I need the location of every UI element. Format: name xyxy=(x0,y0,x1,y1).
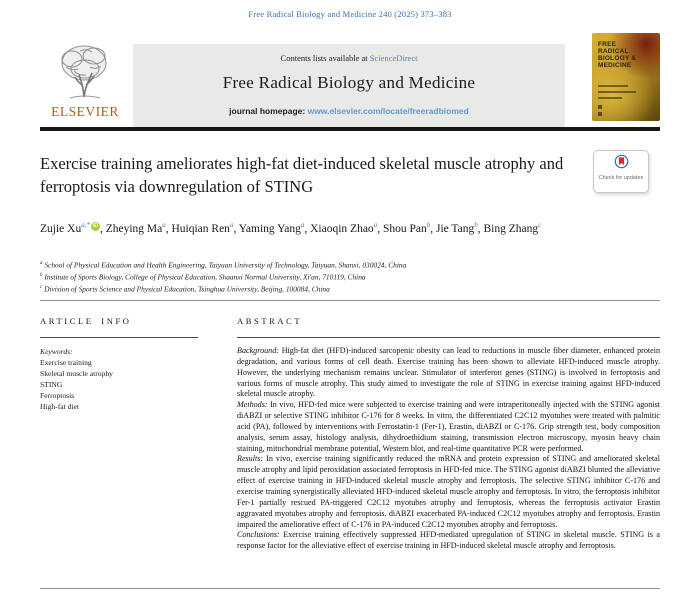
author-list xyxy=(40,217,567,238)
abstract-paragraph-text: In vivo, exercise training significantly reduced the mRNA and protein expression of STING and ameliorated skeletal muscle atrophy and lipid peroxidation associated ferroptosis in HFD-fed mice. The STING agonist diABZI blunted the alleviative effect of exercise training in HFD-induced skeletal muscle atrophy and ferroptosis. The selective STING inhibitor C-176 and exercise training synergistically alleviated HFD-induced skeletal muscle atrophy and ferroptosis. In vitro, the ferroptosis inhibitor Fer-1 partially rescued PA-triggered C2C12 myotubes atrophy and ferroptosis, whereas the ferroptosis activator Erastin aggravated myotubes atrophy and ferroptosis. diABZI exacerbated PA-induced C2C12 myotubes atrophy and ferroptosis. Erastin impaired the ameliorative effect of C-176 in PA-induced C2C12 myotubes atrophy and ferroptosis. xyxy=(237,454,661,529)
abstract-paragraph-text: High-fat diet (HFD)-induced sarcopenic obesity can lead to reductions in muscle fiber diameter, enhanced protein degradation, and various forms of cell death. Exercise training has been shown to alleviate HFD-induced muscle atrophy. However, the underlying mechanism remains unclear. Stimulator of interferon genes (STING) is involved in ferroptosis and various forms of muscle atrophy. This study aimed to investigate the role of STING in exercise training against HFD-induced skeletal muscle atrophy. xyxy=(237,346,661,399)
article-info-heading: ARTICLE INFO xyxy=(40,316,132,326)
author-affiliation-mark[interactable]: b xyxy=(474,221,478,229)
abstract-paragraph-label: Background: xyxy=(237,346,279,355)
journal-citation[interactable]: Free Radical Biology and Medicine 240 (2025) 373–383 xyxy=(248,9,452,19)
author xyxy=(383,223,436,235)
cover-decoration xyxy=(598,85,628,87)
journal-header xyxy=(40,37,660,127)
author-affiliation-mark[interactable]: a xyxy=(162,221,166,229)
abstract-body xyxy=(237,346,660,552)
author-name: Xiaoqin Zhao xyxy=(310,222,374,235)
journal-masthead xyxy=(133,44,565,127)
affiliation-mark: a xyxy=(40,261,43,266)
author-affiliation-mark[interactable]: c xyxy=(538,221,542,229)
abstract-paragraph xyxy=(237,400,660,454)
keyword: High-fat diet xyxy=(40,402,80,411)
keyword: Ferroptosis xyxy=(40,391,75,400)
check-for-updates-badge[interactable] xyxy=(593,150,649,193)
author xyxy=(171,223,238,235)
abstract-paragraph-label: Methods: xyxy=(237,400,268,410)
elsevier-wordmark: ELSEVIER xyxy=(51,104,119,119)
author xyxy=(40,223,106,235)
article-info-rule xyxy=(40,337,198,338)
affiliation-mark: c xyxy=(40,284,43,290)
author-affiliation-mark[interactable]: a xyxy=(373,221,378,229)
abstract-paragraph xyxy=(237,346,660,400)
abstract-heading: ABSTRACT xyxy=(237,316,303,326)
abstract-paragraph-text: In vivo, HFD-fed mice were subjected to exercise training and were intraperitoneally injected with the STING agonist diABZI or selective STING inhibitor C-176 for 8 weeks. In vitro, the differentiated C2C12 myotubes were treated with palmitic acid (PA), followed by interventions with Ferrostatin-1 (Fer-1), Erastin, diABZI or C-176. Grip strength test, body composition analysis, serum assay, histology analysis, dihydroethidium staining, transmission electron microscopy, myosin heavy chain staining, mitochondrial membrane potential, Western blot, and real-time quantitative PCR were performed. xyxy=(237,400,660,453)
cover-decoration xyxy=(598,112,602,116)
abstract-rule xyxy=(237,337,660,338)
cover-decoration xyxy=(598,97,622,99)
homepage-label: journal homepage: xyxy=(229,106,306,116)
author-name: Jie Tang xyxy=(435,222,475,235)
cover-decoration xyxy=(598,91,636,93)
author-name: Shou Pan xyxy=(382,222,427,235)
journal-title: Free Radical Biology and Medicine xyxy=(222,73,476,92)
cover-decoration xyxy=(598,105,602,109)
author xyxy=(106,223,172,235)
homepage-line xyxy=(133,106,565,116)
affiliation-text: Division of Sports Science and Physical Education, Tsinghua University, Beijing, 100084, China xyxy=(44,284,330,294)
cover-title: FREE RADICAL BIOLOGY & MEDICINE xyxy=(598,41,637,69)
keyword: Exercise training xyxy=(40,358,92,367)
article-info-section xyxy=(40,316,212,412)
author-affiliation-mark[interactable]: a,* xyxy=(81,221,90,229)
author xyxy=(239,223,310,235)
elsevier-logo[interactable] xyxy=(40,41,130,127)
author xyxy=(436,223,484,235)
homepage-url-link[interactable]: www.elsevier.com/locate/freeradbiomed xyxy=(307,106,469,116)
affiliation-mark: b xyxy=(40,272,43,278)
affiliation xyxy=(40,283,660,295)
abstract-paragraph xyxy=(237,530,660,552)
affiliation-text: School of Physical Education and Health Engineering, Taiyuan University of Technology, Taiyuan, Shanxi, 030024, China xyxy=(44,260,407,270)
journal-cover-thumbnail[interactable] xyxy=(592,33,660,121)
elsevier-tree-icon xyxy=(54,41,116,103)
abstract-paragraph-label: Results: xyxy=(237,454,264,464)
abstract-section xyxy=(237,316,660,552)
check-for-updates-label: Check for updates xyxy=(598,175,644,181)
article-title: Exercise training ameliorates high-fat diet-induced skeletal muscle atrophy and ferroptosis via downregulation of STING xyxy=(40,154,564,196)
author-name: Zheying Ma xyxy=(105,222,163,235)
abstract-paragraph-text: Exercise training effectively suppressed HFD-mediated upregulation of STING in skeletal muscle. STING is a response factor for the alleviative effect of exercise training in HFD-induced skeletal muscle atrophy and ferroptosis. xyxy=(237,530,660,551)
author-name: Bing Zhang xyxy=(483,222,539,235)
affiliation-list xyxy=(40,259,660,295)
section-divider xyxy=(40,300,660,301)
author-name: Yaming Yang xyxy=(238,222,301,235)
crossmark-icon xyxy=(614,154,629,169)
affiliation xyxy=(40,271,660,283)
contents-line xyxy=(133,53,565,63)
author-name: Zujie Xu xyxy=(40,222,82,235)
keywords-label: Keywords: xyxy=(40,347,73,356)
author-affiliation-mark[interactable]: a xyxy=(300,221,305,229)
abstract-paragraph xyxy=(237,454,660,530)
keyword-list xyxy=(40,357,212,412)
header-divider-bar xyxy=(40,127,660,131)
contents-text: Contents lists available at xyxy=(280,53,368,63)
author-affiliation-mark[interactable]: a xyxy=(229,221,234,229)
author xyxy=(310,223,383,235)
sciencedirect-link[interactable]: ScienceDirect xyxy=(369,53,418,63)
author xyxy=(484,223,542,235)
affiliation xyxy=(40,259,660,271)
author-affiliation-mark[interactable]: b xyxy=(426,221,431,229)
affiliation-text: Institute of Sports Biology, College of Physical Education, Shaanxi Normal University, Xi'an, 710119, China xyxy=(44,272,366,282)
abstract-paragraph-label: Conclusions: xyxy=(237,530,280,540)
author-name: Huiqian Ren xyxy=(171,222,230,235)
keyword: STING xyxy=(40,380,63,389)
keyword: Skeletal muscle atrophy xyxy=(40,369,113,378)
page-bottom-rule xyxy=(40,588,660,589)
orcid-icon[interactable]: iD xyxy=(92,223,99,229)
